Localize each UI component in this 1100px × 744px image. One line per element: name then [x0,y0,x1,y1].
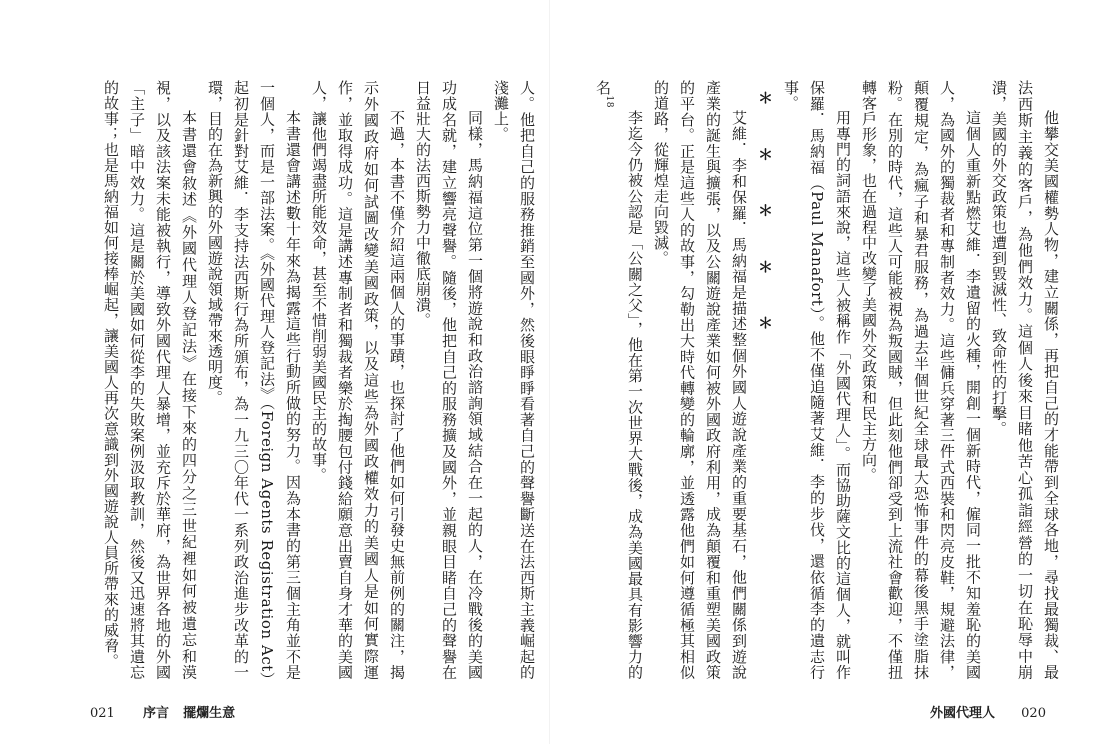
right-page-body [594,80,1064,680]
body-paragraph: 本書還會講述數十年來為揭露這些行動所做的努力。因為本書的第三個主角並不是一個人，而是一部法案。《外國代理人登記法》（Foreign Agents Registration Act）起初是針對艾維．李支持法西斯行為所頒布，為一九三〇年代一系列政治進步改革的一環，目的在為新興的外國遊說領域帶來透明度。 [206,80,302,680]
section-label: 序言 [142,706,169,721]
footnote-marker: 18 [604,95,614,108]
gutter [549,0,550,744]
body-paragraph: 艾維．李和保羅．馬納福是描述整個外國人遊說產業的重要基石，他們關係到遊說產業的誕生與擴張，以及公關遊說產業如何被外國政府利用，成為顛覆和重塑美國政策的平台。正是這些人的故事，勾勒出大時代轉變的輪廓，並透露他們如何遵循極其相似的道路，從輝煌走向毀滅。 [652,80,748,680]
body-paragraph: 用專門的詞語來說，這些人被稱作「外國代理人」。而協助薩文比的這個人，就叫作保羅．馬納福（Paul Manafort）。他不僅追隨著艾維．李的步伐，還依循李的遺志行事。 [782,80,852,680]
body-paragraph [590,80,648,680]
left-page-body [80,80,540,680]
section-break-stars: ＊ ＊ ＊ ＊ ＊ [756,90,774,348]
body-paragraph: 不過，本書不僅介紹這兩個人的事蹟，也探討了他們如何引發史無前例的關注，揭示外國政府如何試圖改變美國政策，以及這些為外國政權效力的美國人是如何實際運作，並取得成功。這是講述專制者和獨裁者樂於掏腰包付錢給願意出賣自身才華的美國人，讓他們竭盡所能效命，甚至不惜削弱美國民主的故事。 [310,80,406,680]
body-paragraph: 他攀交美國權勢人物，建立關係，再把自己的才能帶到全球各地，尋找最獨裁、最法西斯主義的客戶，為他們效力。這個人後來目睹他苦心孤詣經營的一切在恥辱中崩潰，美國的外交政策也遭到毀滅性、致命性的打擊。 [990,80,1060,680]
running-chapter-title: 擺爛生意 [183,706,236,721]
right-page [594,80,1064,680]
page-number: 020 [1021,706,1046,721]
left-folio [90,702,235,721]
left-page [80,80,540,680]
running-book-title: 外國代理人 [930,706,996,721]
page-number: 021 [90,706,115,721]
body-paragraph: 同樣，馬納福這位第一個將遊說和政治諮詢領域結合在一起的人，在冷戰後的美國功成名就，建立響亮聲譽。隨後，他把自己的服務擴及國外，並親眼目睹自己的聲譽在日益壯大的法西斯勢力中徹底崩潰。 [414,80,484,680]
right-folio [930,702,1046,721]
body-text: 李迄今仍被公認是「公關之父」，他在第一次世界大戰後，成為美國最具有影響力的名 [594,80,644,680]
body-paragraph: 人。他把自己的服務推銷至國外，然後眼睜睜看著自己的聲譽斷送在法西斯主義崛起的淺灘上。 [492,80,536,680]
body-paragraph: 本書還會敘述《外國代理人登記法》在接下來的四分之三世紀裡如何被遺忘和漠視，以及該法案未能被執行，導致外國代理人暴增，並充斥於華府，為世界各地的外國「主子」暗中效力。這是關於美國如何從李的失敗案例汲取教訓，然後又迅速將其遺忘的故事；也是馬納福如何接棒崛起，讓美國人再次意識到外國遊說人員所帶來的威脅。 [102,80,198,680]
body-paragraph: 這個人重新點燃艾維．李遺留的火種，開創一個新時代，僱同一批不知羞恥的美國人，為國外的獨裁者和專制者效力。這些傭兵穿著三件式西裝和閃亮皮鞋，規避法律，顛覆規定，為瘋子和暴君服務，為過去半個世紀全球最大恐怖事件的幕後黑手塗脂抹粉。在別的時代，這些人可能被視為叛國賊，但此刻他們卻受到上流社會歡迎，不僅扭轉客戶形象，也在過程中改變了美國外交政策和民主方向。 [860,80,982,680]
